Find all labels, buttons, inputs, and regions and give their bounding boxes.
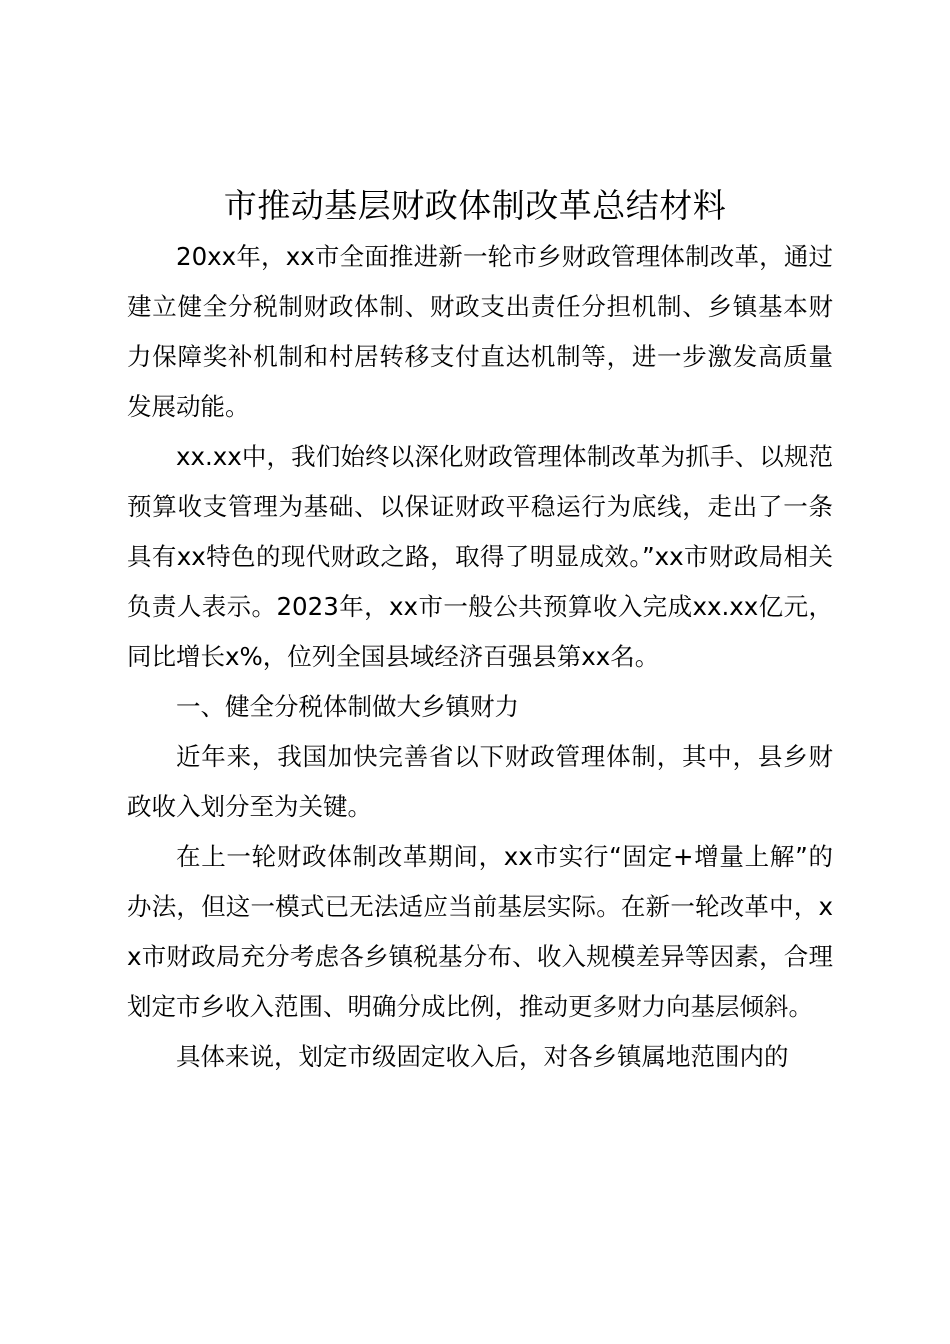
paragraph-quote: xx.xx中，我们始终以深化财政管理体制改革为抓手、以规范预算收支管理为基础、以保证财政平稳运行为底线，走出了一条具有xx特色的现代财政之路，取得了明显成效。”xx市财政局相关负责人表示。2023年，xx市一般公共预算收入完成xx.xx亿元，同比增长x%，位列全国县域经济百强县第xx名。 [127, 442, 833, 671]
section-heading: 一、健全分税体制做大乡镇财力 [176, 692, 519, 721]
document-title: 市推动基层财政体制改革总结材料 [223, 186, 727, 225]
paragraph-detail: 具体来说，划定市级固定收入后，对各乡镇属地范围内的 [176, 1042, 789, 1071]
paragraph-background: 近年来，我国加快完善省以下财政管理体制，其中，县乡财政收入划分至为关键。 [127, 742, 833, 821]
document-body [127, 232, 833, 1082]
paragraph-intro: 20xx年，xx市全面推进新一轮市乡财政管理体制改革，通过建立健全分税制财政体制、财政支出责任分担机制、乡镇基本财力保障奖补机制和村居转移支付直达机制等，进一步激发高质量发展动能。 [127, 242, 833, 421]
paragraph-reform: 在上一轮财政体制改革期间，xx市实行“固定+增量上解”的办法，但这一模式已无法适应当前基层实际。在新一轮改革中，xx市财政局充分考虑各乡镇税基分布、收入规模差异等因素，合理划定市乡收入范围、明确分成比例，推动更多财力向基层倾斜。 [127, 842, 833, 1021]
